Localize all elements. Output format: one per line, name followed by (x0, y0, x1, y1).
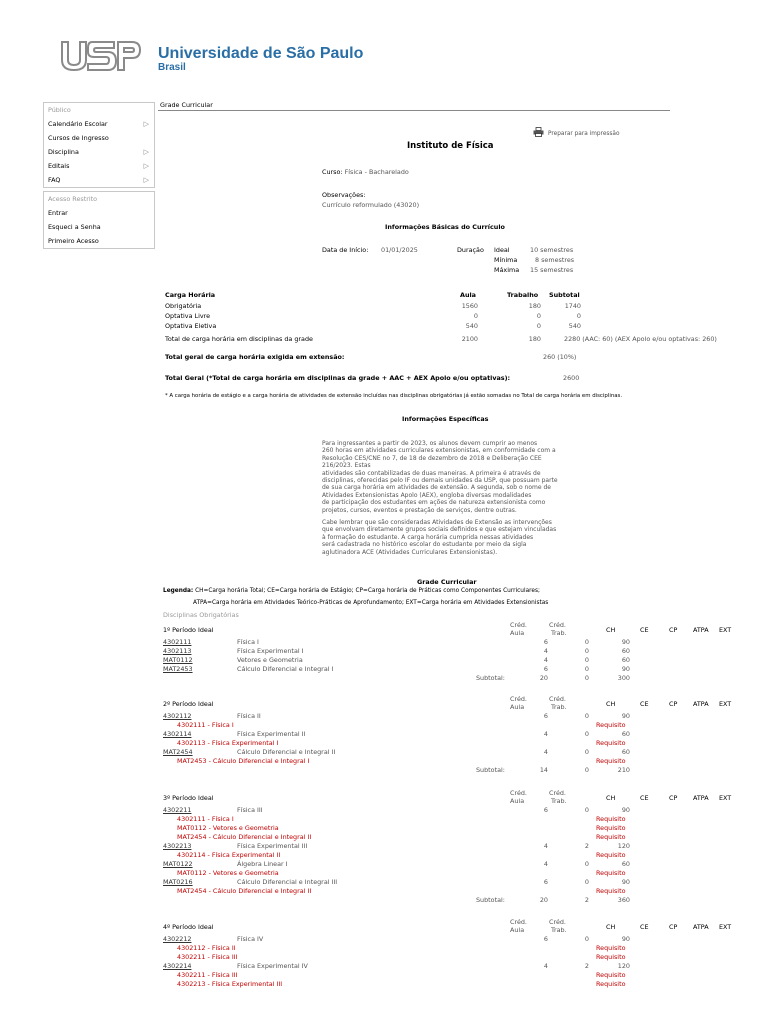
course-name: Cálculo Diferencial e Integral I (237, 665, 334, 673)
course-code-link[interactable]: MAT0122 (163, 860, 193, 868)
sidebar-item-entrar[interactable] (44, 206, 154, 220)
course-name: Álgebra Linear I (237, 860, 288, 868)
specific-info-line: será cadastrada no histórico escolar do estudante por meio da sigla (322, 541, 527, 549)
col-header-cp: CP (669, 923, 678, 931)
course-code-link[interactable]: MAT0216 (163, 878, 193, 886)
col-header-ch: CH (606, 923, 616, 931)
workload-row-aula: 540 (465, 322, 478, 330)
workload-row-trabalho: 180 (528, 335, 541, 343)
col-header-cred-aula: Créd. (510, 789, 527, 797)
course-cred-aula: 6 (543, 878, 548, 886)
course-cred-aula: 4 (543, 647, 548, 655)
sidebar-restricted (43, 191, 155, 249)
workload-row-label: Obrigatória (165, 302, 202, 310)
course-ch: 90 (621, 638, 630, 646)
course-cred-aula: 4 (543, 842, 548, 850)
requisite-badge: Requisito (596, 869, 626, 877)
course-ch: 120 (617, 842, 630, 850)
workload-row-subtotal: 1740 (564, 302, 581, 310)
specific-info-line: 216/2023. Estas (322, 462, 371, 470)
requisite-badge: Requisito (596, 953, 626, 961)
col-header-cp: CP (669, 794, 678, 802)
col-header-cred-trab: Créd. (549, 621, 566, 629)
course-ch: 90 (621, 806, 630, 814)
course-ch: 90 (621, 712, 630, 720)
course-code-link[interactable]: MAT2454 (163, 748, 193, 756)
course-code-link[interactable]: 4302114 (163, 730, 192, 738)
period-title: 3º Período Ideal (163, 794, 214, 802)
course-name: Física IV (237, 935, 264, 943)
course-cred-trab: 0 (584, 665, 589, 673)
col-header-cp: CP (669, 626, 678, 634)
course-cred-trab: 0 (584, 860, 589, 868)
subtotal-ch: 360 (617, 896, 630, 904)
workload-row-aula: 1560 (461, 302, 478, 310)
subtotal-ch: 210 (617, 766, 630, 774)
course-code-link[interactable]: 4302214 (163, 962, 192, 970)
requisite-link[interactable]: 4302211 - Física III (177, 971, 238, 979)
workload-row-label: Optativa Eletiva (165, 322, 217, 330)
specific-info-line: aglutinadora ACE (Atividades Curriculares Extensionistas). (322, 548, 498, 556)
subtotal-trab: 0 (584, 674, 589, 682)
course-cred-aula: 4 (543, 656, 548, 664)
col-header-ext: EXT (719, 700, 732, 708)
course-ch: 60 (621, 860, 630, 868)
specific-info-line: disciplinas, oferecidas pelo IF ou demais unidades da USP, que possuam parte (322, 477, 558, 484)
ext-total-value: 260 (10%) (543, 353, 577, 361)
breadcrumb-divider (158, 110, 670, 111)
course-name: Física III (237, 806, 263, 814)
course-cred-trab: 0 (584, 935, 589, 943)
course-code-link[interactable]: 4302212 (163, 935, 192, 943)
col-header-cred-trab: Trab. (551, 797, 567, 805)
workload-header-trabalho: Trabalho (507, 291, 539, 299)
col-header-ce: CE (640, 794, 649, 802)
requisite-badge: Requisito (596, 980, 626, 988)
sidebar-item-editais[interactable] (44, 159, 154, 173)
course-cred-trab: 0 (584, 806, 589, 814)
col-header-ch: CH (606, 700, 616, 708)
course-cred-aula: 6 (543, 638, 548, 646)
requisite-badge: Requisito (596, 815, 626, 823)
requisite-link[interactable]: 4302112 - Física II (177, 944, 236, 952)
col-header-cred-trab: Trab. (551, 629, 567, 637)
course-row (322, 168, 409, 176)
workload-row-trabalho: 180 (528, 302, 541, 310)
col-header-cred-trab: Trab. (551, 703, 567, 711)
legend-line-2: ATPA=Carga horária em Atividades Teórico-Práticas de Aprofundamento; EXT=Carga horária em Atividades Extensionistas (193, 600, 549, 606)
requisite-link[interactable]: MAT2453 - Cálculo Diferencial e Integral I (177, 757, 310, 765)
workload-row-subtotal: 540 (568, 322, 581, 330)
workload-row-aula: 2100 (461, 335, 478, 343)
course-cred-trab: 0 (584, 730, 589, 738)
workload-header-subtotal: Subtotal (549, 291, 580, 299)
workload-row-label: Total de carga horária em disciplinas da grade (165, 335, 313, 343)
sidebar-item-disciplina[interactable] (44, 145, 154, 159)
col-header-cred-aula: Aula (510, 926, 525, 934)
course-name: Física Experimental II (237, 730, 306, 738)
col-header-cred-trab: Créd. (549, 789, 566, 797)
sidebar-item-faq[interactable] (44, 173, 154, 187)
requisite-link[interactable]: MAT0112 - Vetores e Geometria (177, 824, 279, 832)
print-link[interactable]: Preparar para impressão (548, 131, 620, 137)
course-name: Cálculo Diferencial e Integral III (237, 878, 338, 886)
breadcrumb: Grade Curricular (160, 101, 213, 109)
course-code-link[interactable]: 4302213 (163, 842, 192, 850)
max-value: 15 semestres (530, 266, 574, 274)
workload-row-label: Optativa Livre (165, 312, 211, 320)
course-name: Física Experimental III (237, 842, 308, 850)
col-header-cred-aula: Créd. (510, 695, 527, 703)
specific-info-line: à formação do estudante. A carga horária cumprida nessas atividades (322, 533, 534, 541)
sidebar-item-label: Primeiro Acesso (48, 237, 99, 245)
requisite-link[interactable]: MAT2454 - Cálculo Diferencial e Integral II (177, 833, 312, 841)
ideal-value: 10 semestres (530, 246, 574, 254)
requisite-badge: Requisito (596, 833, 626, 841)
requisite-link[interactable]: 4302111 - Física I (177, 815, 234, 823)
course-name: Cálculo Diferencial e Integral II (237, 748, 336, 756)
specific-info-line: Cabe lembrar que são consideradas Atividades de Extensão as intervenções (322, 519, 552, 526)
max-label: Máxima (494, 266, 520, 274)
requisite-badge: Requisito (596, 887, 626, 895)
sidebar-item-label: Calendário Escolar (48, 120, 108, 128)
sidebar-item-label: Cursos de Ingresso (48, 134, 109, 142)
requisite-badge: Requisito (596, 757, 626, 765)
course-cred-aula: 4 (543, 730, 548, 738)
period-title: 4º Período Ideal (163, 923, 214, 931)
requisite-link[interactable]: 4302213 - Física Experimental III (177, 980, 283, 988)
min-value: 8 semestres (535, 256, 575, 264)
legend-line-1 (163, 588, 540, 594)
grade-title: Grade Curricular (417, 578, 477, 586)
col-header-cred-trab: Trab. (551, 926, 567, 934)
specific-info-line: de sua carga horária em atividades de extensão. A segunda, sob o nome de (322, 484, 551, 492)
course-ch: 90 (621, 878, 630, 886)
subtotal-label: Subtotal: (476, 766, 505, 774)
chevron-right-icon: ▷ (143, 162, 149, 170)
university-name[interactable]: Universidade de São Paulo (158, 45, 364, 62)
course-name: Física Experimental I (237, 647, 304, 655)
sidebar-item-label: Editais (48, 162, 70, 170)
col-header-cred-aula: Aula (510, 703, 525, 711)
course-cred-aula: 6 (543, 935, 548, 943)
sidebar-item-label: Entrar (48, 209, 68, 217)
course-code-link[interactable]: 4302211 (163, 806, 192, 814)
col-header-cred-aula: Créd. (510, 621, 527, 629)
sidebar-item-label: FAQ (48, 176, 61, 184)
grand-total-value: 2600 (563, 374, 580, 382)
col-header-cred-trab: Créd. (549, 918, 566, 926)
course-cred-aula: 4 (543, 962, 548, 970)
specific-info-line: Atividades Extensionistas Apolo (AEX), engloba diversas modalidades (322, 491, 532, 499)
sidebar-public (43, 102, 155, 188)
course-ch: 60 (621, 748, 630, 756)
col-header-ext: EXT (719, 923, 732, 931)
sidebar-item-label: Disciplina (48, 148, 79, 156)
col-header-ch: CH (606, 626, 616, 634)
workload-row-subtotal: 2280 (AAC: 60) (AEX Apolo e/ou optativas: 260) (564, 335, 717, 343)
col-header-cred-aula: Aula (510, 629, 525, 637)
ideal-label: Ideal (494, 246, 510, 254)
basic-info-title: Informações Básicas do Currículo (385, 223, 505, 231)
course-cred-aula: 6 (543, 665, 548, 673)
course-name: Vetores e Geometria (237, 656, 303, 664)
course-code-link[interactable]: 4302113 (163, 647, 192, 655)
start-date-label: Data de Início: (322, 246, 369, 254)
specific-info-line: de participação dos estudantes em ações de natureza extensionista como (322, 499, 546, 507)
sidebar-restricted-title: Acesso Restrito (48, 195, 98, 203)
institute-title: Instituto de Física (407, 141, 494, 151)
course-cred-trab: 2 (584, 842, 589, 850)
specific-info-line: 260 horas em atividades curriculares extensionistas, em conformidade com a (322, 447, 556, 455)
course-ch: 60 (621, 656, 630, 664)
sidebar-item-primeiro-acesso[interactable] (44, 234, 154, 248)
chevron-right-icon: ▷ (143, 120, 149, 128)
printer-icon[interactable] (533, 127, 544, 137)
requisite-link[interactable]: 4302211 - Física III (177, 953, 238, 961)
subtotal-label: Subtotal: (476, 896, 505, 904)
sidebar-item-label: Esqueci a Senha (48, 223, 101, 231)
col-header-cred-aula: Créd. (510, 918, 527, 926)
col-header-cred-trab: Créd. (549, 695, 566, 703)
start-date-value: 01/01/2025 (381, 246, 418, 254)
course-cred-aula: 6 (543, 712, 548, 720)
course-ch: 60 (621, 730, 630, 738)
col-header-ext: EXT (719, 794, 732, 802)
period-title: 2º Período Ideal (163, 700, 214, 708)
legend-text-1: CH=Carga horária Total; CE=Carga horária de Estágio; CP=Carga horária de Práticas como Componentes Curriculares; (195, 588, 540, 594)
col-header-ext: EXT (719, 626, 732, 634)
specific-info-line: atividades são contabilizadas de duas maneiras. A primeira é através de (322, 469, 541, 477)
col-header-ce: CE (640, 923, 649, 931)
usp-logo (60, 40, 142, 72)
workload-header-aula: Aula (460, 291, 476, 299)
course-name: Física I (237, 638, 259, 646)
workload-header-label: Carga Horária (165, 291, 216, 299)
course-cred-trab: 0 (584, 878, 589, 886)
requisite-badge: Requisito (596, 944, 626, 952)
obs-value: Currículo reformulado (43020) (322, 201, 420, 209)
course-code-link[interactable]: 4302111 (163, 638, 192, 646)
course-ch: 90 (621, 935, 630, 943)
col-header-ce: CE (640, 700, 649, 708)
col-header-atpa: ATPA (693, 794, 709, 802)
course-label: Curso: (322, 168, 343, 176)
chevron-right-icon: ▷ (143, 148, 149, 156)
course-cred-aula: 6 (543, 806, 548, 814)
subtotal-aula: 20 (539, 674, 548, 682)
duration-label: Duração (457, 246, 484, 254)
university-country: Brasil (158, 62, 186, 73)
ext-total-label: Total geral de carga horária exigida em extensão: (165, 353, 345, 361)
requisite-badge: Requisito (596, 721, 626, 729)
col-header-ce: CE (640, 626, 649, 634)
legend-label: Legenda: (163, 588, 194, 594)
specific-info-title: Informações Específicas (402, 415, 489, 423)
sidebar-item-calendario[interactable] (44, 117, 154, 131)
subtotal-aula: 20 (539, 896, 548, 904)
workload-row-aula: 0 (473, 312, 478, 320)
workload-row-trabalho: 0 (536, 312, 541, 320)
course-ch: 60 (621, 647, 630, 655)
specific-info-line: que envolvam diretamente grupos sociais definidos e que estejam vinculadas (322, 526, 557, 534)
requisite-link[interactable]: 4302114 - Física Experimental II (177, 851, 281, 859)
course-value: Física - Bacharelado (344, 168, 409, 176)
course-cred-aula: 4 (543, 860, 548, 868)
course-name: Física II (237, 712, 261, 720)
course-cred-aula: 4 (543, 748, 548, 756)
course-name: Física Experimental IV (237, 962, 308, 970)
chevron-right-icon: ▷ (143, 176, 149, 184)
col-header-cp: CP (669, 700, 678, 708)
sidebar-public-title: Público (48, 106, 71, 114)
course-ch: 120 (617, 962, 630, 970)
subtotal-ch: 300 (617, 674, 630, 682)
sidebar-item-cursos[interactable] (44, 131, 154, 145)
workload-row-trabalho: 0 (536, 322, 541, 330)
requisite-link[interactable]: MAT0112 - Vetores e Geometria (177, 869, 279, 877)
subtotal-aula: 14 (539, 766, 548, 774)
requisite-link[interactable]: 4302111 - Física I (177, 721, 234, 729)
course-code-link[interactable]: MAT2453 (163, 665, 193, 673)
course-code-link[interactable]: 4302112 (163, 712, 192, 720)
obs-label: Observações: (322, 191, 366, 199)
mandatory-label: Disciplinas Obrigatórias (163, 611, 239, 619)
course-code-link[interactable]: MAT0112 (163, 656, 193, 664)
course-cred-trab: 0 (584, 656, 589, 664)
course-ch: 90 (621, 665, 630, 673)
specific-info-line: projetos, cursos, eventos e prestação de serviços, dentre outras. (322, 506, 517, 514)
subtotal-trab: 0 (584, 766, 589, 774)
requisite-badge: Requisito (596, 824, 626, 832)
workload-footnote: * A carga horária de estágio e a carga horária de atividades de extensão incluídas nas disciplinas obrigatórias já estão somadas no Total de carga horária em disciplinas. (165, 393, 623, 399)
subtotal-label: Subtotal: (476, 674, 505, 682)
requisite-badge: Requisito (596, 739, 626, 747)
min-label: Mínima (494, 256, 518, 264)
col-header-ch: CH (606, 794, 616, 802)
col-header-cred-aula: Aula (510, 797, 525, 805)
grand-total-label: Total Geral (*Total de carga horária em disciplinas da grade + AAC + AEX Apolo e/ou optativas): (165, 374, 511, 382)
requisite-badge: Requisito (596, 971, 626, 979)
course-cred-trab: 0 (584, 647, 589, 655)
course-cred-trab: 0 (584, 712, 589, 720)
col-header-atpa: ATPA (693, 923, 709, 931)
specific-info-line: Para ingressantes a partir de 2023, os alunos devem cumprir ao menos (322, 440, 538, 447)
course-cred-trab: 0 (584, 748, 589, 756)
requisite-link[interactable]: MAT2454 - Cálculo Diferencial e Integral II (177, 887, 312, 895)
requisite-link[interactable]: 4302113 - Física Experimental I (177, 739, 279, 747)
subtotal-trab: 2 (584, 896, 589, 904)
requisite-badge: Requisito (596, 851, 626, 859)
course-cred-trab: 2 (584, 962, 589, 970)
col-header-atpa: ATPA (693, 700, 709, 708)
col-header-atpa: ATPA (693, 626, 709, 634)
workload-row-subtotal: 0 (576, 312, 581, 320)
specific-info-line: Resolução CES/CNE no 7, de 18 de dezembro de 2018 e Deliberação CEE (322, 454, 542, 462)
period-title: 1º Período Ideal (163, 626, 214, 634)
course-cred-trab: 0 (584, 638, 589, 646)
sidebar-item-esqueci-senha[interactable] (44, 220, 154, 234)
